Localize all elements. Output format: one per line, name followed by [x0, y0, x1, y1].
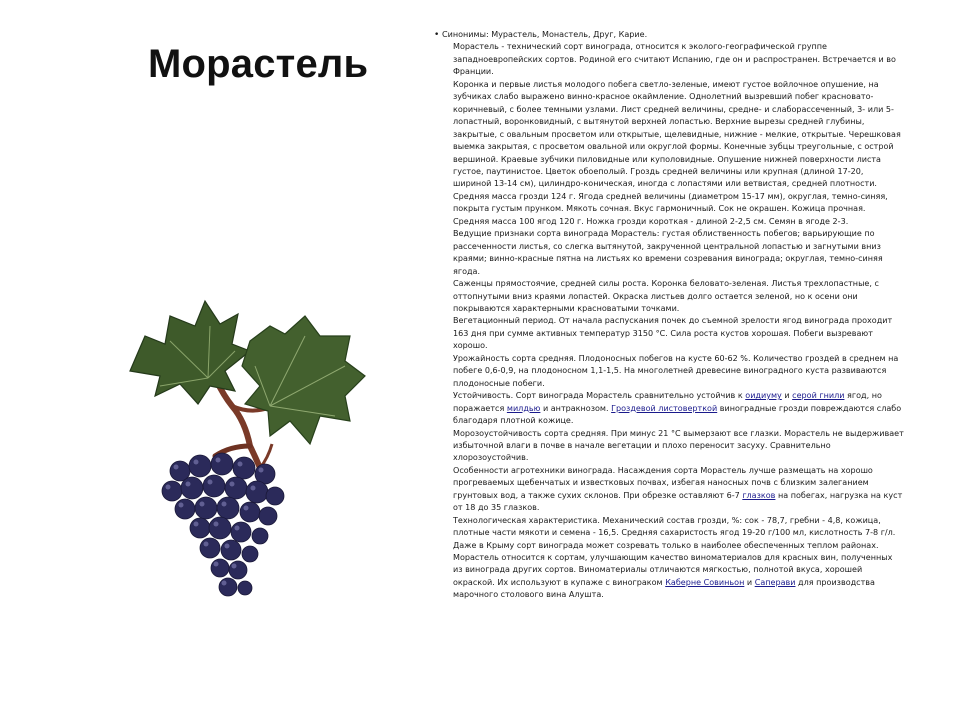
inline-link[interactable]: Каберне Совиньон	[665, 577, 745, 587]
paragraph: Ведущие признаки сорта винограда Морастель: густая облиственность побегов; варьирующие по рассеченности листья, со слегка вытянутой, закрученной центральной лопастью и загнутыми вниз краями; винно-красные пятна на листьях ко времени созревания винограда; округлая, темно-синяя ягода.	[453, 229, 883, 276]
description-text	[434, 29, 904, 602]
inline-link[interactable]: милдью	[506, 403, 541, 413]
paragraph: Особенности агротехники винограда. Насаждения сорта Морастель лучше размещать на хорошо прогреваемых щебенчатых и известковых почвах, избегая наносных почв с близким залеганием грунтовых вод, а также сухих склонов. При обрезке оставляют 6-7 глазков на побегах, нагрузка на куст от 18 до 35 глазков.	[453, 465, 903, 513]
paragraph: Технологическая характеристика. Механический состав грозди, %: сок - 78,7, гребни - 4,8, кожица, плотные части мякоти и семена - 16,5. Средняя сахаристость ягод 19-20 г/100 мл, кислотность 7-8 г/л. Даже в Крыму сорт винограда может созревать только в наиболее обеспеченных теплом районах.	[453, 515, 896, 550]
paragraph: Морастель относится к сортам, улучшающим качество виноматериалов для красных вин, полученных из винограда других сортов. Виноматериалы отличаются мягкостью, полнотой вкуса, хорошей окраской. Их используют в купаже с винограком Каберне Совиньон и Саперави для производства марочного столового вина Алушта.	[453, 553, 893, 600]
paragraph: Коронка и первые листья молодого побега светло-зеленые, имеют густое войлочное опушение, на зубчиках слабо выражено винно-красное окаймление. Однолетний вызревший побег красновато-коричневый, с более темными узлами. Лист средней величины, средне- и слаборассеченный, 3- или 5-лопастный, воронковидный, с вытянутой верхней лопастью. Верхние вырезы средней глубины, закрытые, с овальным просветом или открытые, щелевидные, нижние - мелкие, открытые. Черешковая выемка закрытая, с просветом овальной или округлой формы. Конечные зубцы треугольные, с острой вершиной. Краевые зубчики пиловидные или куполовидные. Опушение нижней поверхности листа густое, паутинистое. Цветок обоеполый. Гроздь средней величины или крупная (длиной 17-20, шириной 13-14 см), цилиндро-коническая, иногда с лопастями или ветвистая, средней плотности. Средняя масса грозди 124 г. Ягода средней величины (диаметром 15-17 мм), округлая, темно-синяя, покрыта густым прунком. Мякоть сочная. Вкус гармоничный. Сок не окрашен. Кожица прочная. Средняя масса 100 ягод 120 г. Ножка грозди короткая - длиной 2-2,5 см. Семян в ягоде 2-3.	[453, 79, 901, 226]
inline-link[interactable]: оидиуму	[745, 391, 782, 401]
paragraph: Синонимы: Мурастель, Монастель, Друг, Карие.	[442, 30, 648, 39]
inline-link[interactable]: глазков	[742, 490, 776, 500]
paragraph: Урожайность сорта средняя. Плодоносных побегов на кусте 60-62 %. Количество гроздей в среднем на побеге 0,6-0,9, на плодоносном 1,1-1,5. На многолетней древесине виноградного куста развиваются плодоносные побеги.	[453, 353, 899, 388]
inline-link[interactable]: серой гнили	[792, 391, 845, 401]
inline-link[interactable]: Гроздевой листоверткой	[611, 403, 718, 413]
bullet-icon: •	[434, 30, 440, 40]
slide-title: Морастель	[148, 42, 369, 86]
paragraph: Саженцы прямостоячие, средней силы роста. Коронка беловато-зеленая. Листья трехлопастные, с оттопнутыми вниз краями лопастей. Окраска листьев долго остается зеленой, но к осени они покрываются характерными красноватыми точками.	[453, 279, 879, 313]
grape-cluster-image	[110, 296, 375, 606]
paragraph: Морозоустойчивость сорта средняя. При минус 21 °С вымерзают все глазки. Морастель не выдерживает избыточной влаги в почве в начале вегетации и плохо переносит засуху. Сравнительно хлорозоустойчив.	[453, 428, 904, 463]
inline-link[interactable]: Саперави	[754, 577, 796, 587]
paragraph: Вегетационный период. От начала распускания почек до съемной зрелости ягод винограда проходит 163 дня при сумме активных температур 3150 °С. Сила роста кустов хорошая. Побеги вызревают хорошо.	[453, 316, 893, 351]
paragraph: Устойчивость. Сорт винограда Морастель сравнительно устойчив к оидиуму и серой гнили ягод, но поражается милдью и антракнозом. Гроздевой листоверткой виноградные грозди повреждаются слабо благодаря плотной кожице.	[453, 391, 902, 426]
paragraph: Морастель - технический сорт винограда, относится к эколого-географической группе западноевропейских сортов. Родиной его считают Испанию, где он и распространен. Встречается и во Франции.	[453, 42, 896, 77]
